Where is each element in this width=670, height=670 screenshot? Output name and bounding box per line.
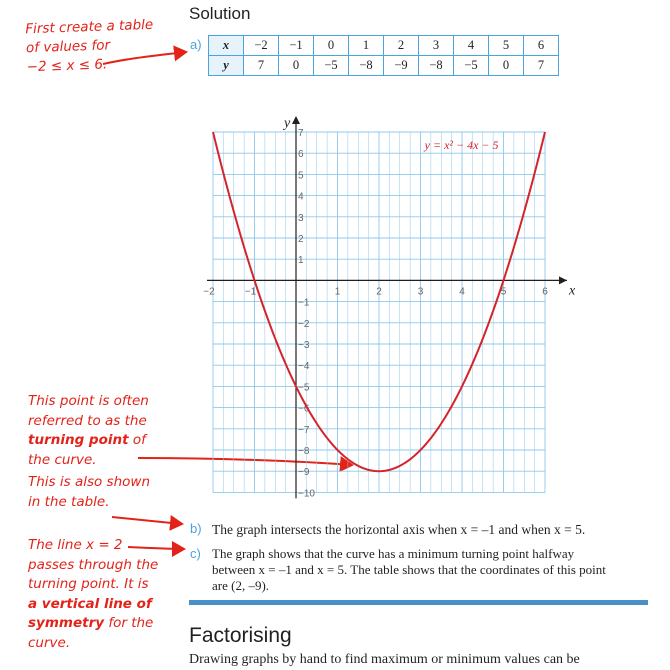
table-cell: −5 [314, 56, 349, 76]
x-tick-label: 3 [417, 286, 424, 298]
table-header-x: x [209, 36, 244, 56]
note-create-table [25, 16, 155, 77]
x-axis-label: x [569, 283, 576, 299]
quadratic-graph [190, 112, 576, 502]
note-text: for the [104, 615, 154, 631]
note-line [28, 595, 158, 615]
table-cell: 7 [244, 56, 279, 76]
x-tick-label: 4 [459, 286, 465, 298]
x-tick-label: 2 [376, 286, 382, 298]
table-cell: −8 [349, 56, 384, 76]
note-line: referred to as the [28, 412, 147, 429]
x-axis-arrow [559, 276, 567, 284]
y-axis-arrow [292, 116, 300, 124]
note-line: The line x = 2 [28, 537, 123, 553]
y-tick-label: −4 [298, 361, 310, 373]
y-tick-label: −2 [298, 318, 310, 330]
y-tick-label: 1 [298, 255, 304, 267]
values-table [208, 35, 559, 76]
part-c-text [212, 546, 652, 594]
table-cell: 0 [279, 56, 314, 76]
x-tick-label: −1 [244, 286, 257, 298]
table-cell: 0 [314, 36, 349, 56]
note-bold: symmetry [28, 615, 105, 631]
part-c-line: between x = –1 and x = 5. The table shows that the coordinates of this point [212, 562, 606, 577]
y-tick-label: 4 [298, 191, 304, 203]
note-line: This is also shown [28, 474, 151, 490]
y-tick-label: 2 [298, 234, 304, 245]
chart-grid [213, 132, 545, 492]
table-cell: −5 [454, 56, 489, 76]
x-tick-label: 5 [500, 286, 507, 298]
table-row-x [209, 36, 559, 56]
note-line: turning point. It is [28, 576, 149, 592]
note-line: curve. [28, 634, 71, 651]
note-bold: a vertical line of [28, 595, 152, 612]
note-symmetry [28, 536, 158, 653]
note-text: of [128, 432, 146, 448]
y-tick-label: −6 [298, 403, 310, 415]
note-turning-point [28, 392, 150, 512]
y-tick-label: 5 [298, 170, 304, 182]
part-c-line: The graph shows that the curve has a minimum turning point halfway [212, 546, 575, 561]
note-line: First create a table [25, 16, 154, 38]
section-divider [189, 600, 648, 605]
table-header-y: y [209, 56, 244, 76]
table-cell: 7 [524, 56, 559, 76]
table-cell: 2 [384, 36, 419, 56]
chart-tick-labels [203, 128, 548, 499]
y-tick-label: −3 [298, 340, 310, 351]
note-line: passes through the [28, 556, 159, 573]
table-cell: 5 [489, 36, 524, 56]
y-tick-label: 3 [298, 212, 304, 224]
x-tick-label: 6 [542, 286, 548, 298]
note-line [28, 431, 150, 451]
y-tick-label: 7 [298, 128, 304, 139]
y-tick-label: 6 [298, 149, 304, 161]
note-line: of values for [25, 37, 111, 57]
table-cell: 1 [349, 36, 384, 56]
solution-heading: Solution [189, 4, 251, 23]
equation-label: y = x² − 4x − 5 [424, 137, 499, 152]
table-cell: 0 [489, 56, 524, 76]
y-tick-label: −10 [298, 488, 315, 500]
table-cell: −2 [244, 36, 279, 56]
note-line: −2 ≤ x ≤ 6. [26, 56, 108, 76]
part-a-label: a) [190, 37, 202, 52]
y-tick-label: −5 [298, 382, 310, 394]
y-tick-label: −9 [298, 467, 310, 479]
table-cell: 4 [454, 36, 489, 56]
table-cell: −8 [419, 56, 454, 76]
x-tick-label: 1 [334, 286, 341, 298]
table-cell: −1 [279, 36, 314, 56]
note-line: This point is often [28, 393, 149, 409]
factorising-text: Drawing graphs by hand to find maximum or minimum values can be [189, 652, 580, 667]
table-cell: −9 [384, 56, 419, 76]
note-line [28, 614, 158, 634]
table-cell: 6 [524, 36, 559, 56]
note-bold: turning point [28, 432, 129, 448]
note-line: in the table. [28, 493, 110, 510]
part-c-line: are (2, –9). [212, 578, 270, 593]
y-tick-label: −7 [298, 424, 310, 436]
part-b-text: The graph intersects the horizontal axis when x = –1 and when x = 5. [212, 522, 586, 537]
x-tick-label: −2 [203, 286, 215, 298]
y-tick-label: −8 [298, 446, 310, 457]
note-line: the curve. [28, 451, 97, 468]
arrow-to-part-b [112, 517, 182, 524]
table-cell: 3 [419, 36, 454, 56]
factorising-heading: Factorising [189, 624, 292, 647]
part-b-label: b) [190, 521, 202, 536]
part-c-label: c) [190, 546, 201, 561]
chart-axes [207, 116, 567, 498]
y-axis-label: y [284, 116, 291, 131]
table-row-y [209, 56, 559, 76]
y-tick-label: −1 [298, 297, 310, 309]
